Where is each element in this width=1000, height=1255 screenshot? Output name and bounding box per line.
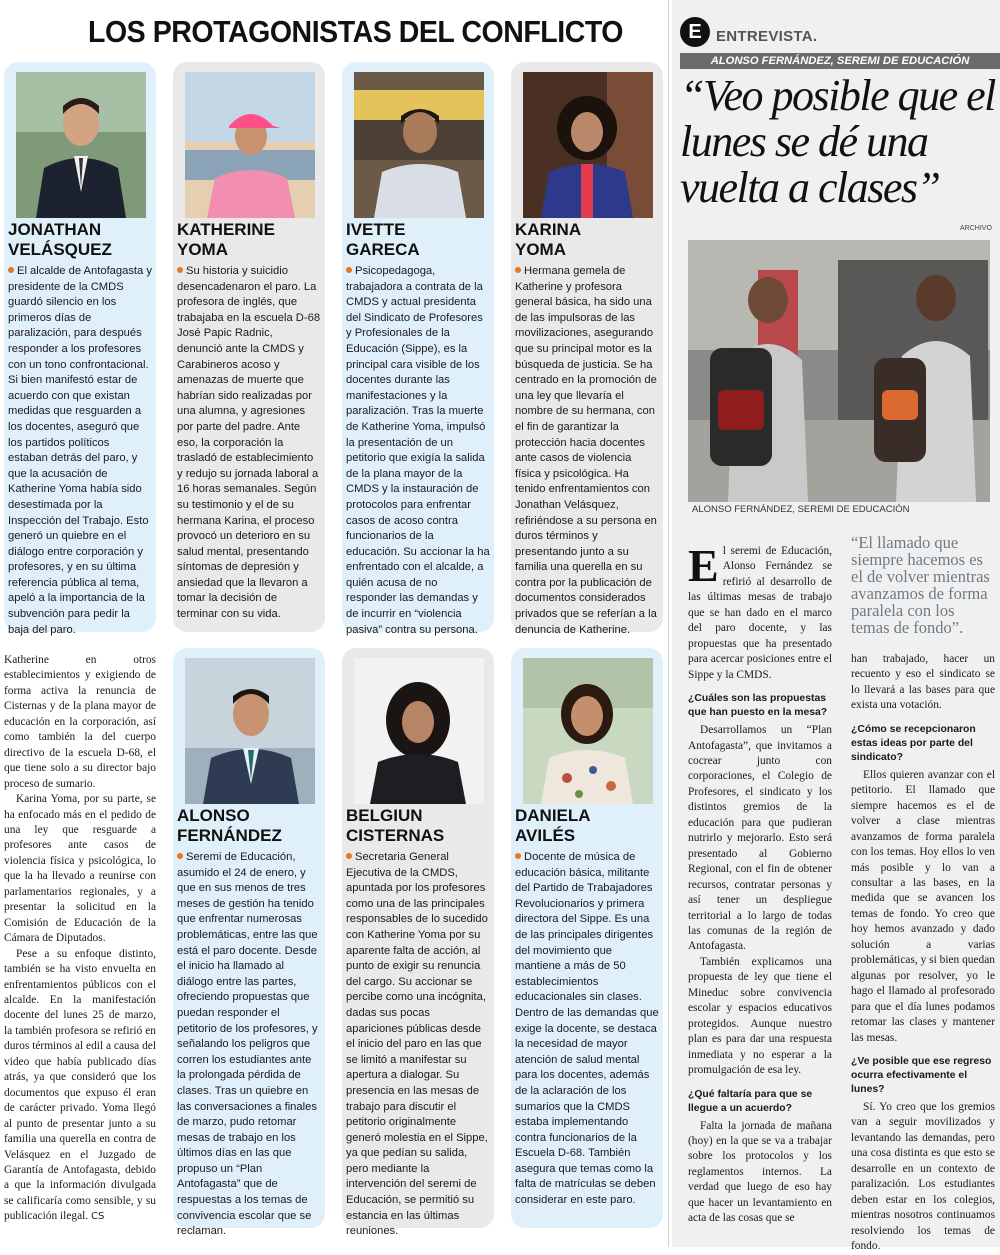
profile-card-karina-yoma [511,62,663,636]
profile-text: Secretaria General Ejecutiva de la CMDS, apuntada por los profesores como una de las principales responsables de lo sucedido con Katherine Yoma por su aparente falta de acción, al punto de exigir su renuncia del cargo. Su accionar se percibe como una incógnita, dadas sus pocas apariciones públicas desde el inicio del paro en las que se limitó a manifestar su apertura a dialogar. Su presencia en las mesas de trabajo para discutir el petitorio originalmente generó molestia en el Sippe, ya que pedían su salida, pero mediante la intervención del seremi de Educación, se permitió su estancia en las últimas reuniones. [346,851,488,1238]
profile-name: ALONSO FERNÁNDEZ [177,806,282,845]
profile-name: BELGIUN CISTERNAS [346,806,445,845]
interview-question: ¿Ve posible que ese regreso ocurra efectivamente el lunes? [851,1055,992,1095]
profile-text: Su historia y suicidio desencadenaron el paro. La profesora de inglés, que trabajaba en la escuela D-68 José Papic Radnic, denunció ante la CMDS y Carabineros acoso y amenazas de muerte que habrían sido realizadas por una alumna, y agresiones por parte del padre. Ante eso, la corporación la trasladó de establecimiento y redujo su jornada laboral a 16 horas semanales. Según su testimonio y el de su hermana Karina, el proceso provocó un deterioro en su salud mental, presentando síntomas de depresión y ansiedad que la llevaron a tomar la decisión de terminar con su vida. [177,265,321,621]
profile-card-cisternas [342,648,494,1238]
interview-question: ¿Cómo se recepcionaron estas ideas por parte del sindicato? [851,723,976,763]
portrait-photo [354,658,484,804]
profile-name: KATHERINE YOMA [177,220,275,259]
bullet-dot-icon [346,853,352,859]
photo-caption: ALONSO FERNÁNDEZ, SEREMI DE EDUCACIÓN [692,504,910,515]
section-badge: E [680,17,710,47]
bullet-dot-icon [177,267,183,273]
profile-name: JONATHAN VELÁSQUEZ [8,220,112,259]
bullet-dot-icon [8,267,14,273]
interview-answer: Ellos quieren avanzar con el petitorio. El llamado que siempre hacemos es el de volver a clase mientras avanzamos de forma paralela con los temas. Hoy ellos lo ven más posible y lo van a consultar a las bases, en la medida que se avancen los temas de fondo. Yo creo que hoy hemos avanzado y dado solución a varias problemáticas, y si bien quedan algunas por resolver, yo le hago el llamado al profesorado para que el día lunes podamos retomar las clases y mantener las mesas. [851,768,995,1044]
interview-intro: El seremi de Educación, Alonso Fernández se refirió al desarrollo de las últimas mesas de trabajo que se han dado en el marco del paro docente, y las propuestas que ha presentado para acercar posiciones entre el Sippe y la CMDS. [688,540,832,681]
photo-credit: ARCHIVO [960,225,992,232]
profile-card-katherine-yoma [173,62,325,632]
profile-text: Seremi de Educación, asumido el 24 de enero, y que en sus menos de tres meses de gestión ha tenido que enfrentar numerosas problemáticas, entre las que está el paro docente. Desde el inicio ha llamado al diálogo entre las partes, ofreciendo propuestas que puedan responder el petitorio de los profesores, y señalando los peligros que corren los estudiantes ante la prolongada pérdida de clases. Tras un quiebre en las conversaciones a finales de marzo, pudo retomar mesas de trabajo en los últimos días en las que propuso un “Plan Antofagasta” que de respuestas a los temas de convivencia escolar que se reclaman. [177,851,318,1238]
profile-name: IVETTE GARECA [346,220,420,259]
bullet-dot-icon [346,267,352,273]
interview-photo [688,240,990,502]
interview-answer: Desarrollamos un “Plan Antofagasta”, que invitamos a cocrear junto con corporaciones, el Colegio de Profesores, el sindicato y los distintos gremios de la educación para que pudieran nutrirlo y mejorarlo. Esto será presentado al Gobierno Regional, con el fin de obtener recursos, contratar personas y así tener un despliegue territorial a lo largo de todas las comunas de la región de Antofagasta. [688,724,832,953]
interview-answer: Sí. Yo creo que los gremios van a seguir movilizados y levantando las demandas, pero una cosa distinta es que esto se desarrolle en un contexto de paralización. Los estudiantes deben estar en los colegios, mientras nosotros continuamos resolviendo los temas de fondo. [851,1100,995,1253]
profile-text: Psicopedagoga, trabajadora a contrata de la CMDS y actual presidenta del Sindicato de Profesores y Profesionales de la Educación (Sippe), es la principal cara visible de los docentes durante las manifestaciones y la paralización. Tras la muerte de Katherine Yoma, impulsó la presentación de un petitorio que exigía la salida de la plana mayor de la CMDS y la instauración de protocolos para enfrentar casos de acoso contra funcionarios de la educación. Su accionar la ha enfrentado con el alcalde, a quién acusa de no responder las demandas y de incurrir en “violencia pasiva” contra su persona. [346,265,490,636]
portrait-photo [185,72,315,218]
profile-card-gareca [342,62,494,636]
pull-quote: “El llamado que siempre hacemos es el de volver mientras avanzamos de forma paralela con los temas de fondo”. [851,533,990,637]
profile-name: KARINA YOMA [515,220,582,259]
interview-question: ¿Cuáles son las propuestas que han puesto en la mesa? [688,693,828,719]
end-mark: CS [91,1211,105,1223]
article-paragraph: Karina Yoma, por su parte, se ha enfocado más en el pedido de una ley que resguarde a profesores ante casos de violencia física y psicológica, lo que la ha llevado a reunirse con parlamentarios regionales, y a presentar la solicitud en la Comisión de Educación de la Cámara de Diputados. [4,793,156,945]
profile-card-velasquez [4,62,156,636]
article-paragraph: Katherine en otros establecimientos y exigiendo de forma activa la renuncia de Cisternas y de la plana mayor de educación en la corporación, así como también la del cuerpo directivo de la escuela D-68, el que tiene solo a su director bajo proceso de sumario. [4,654,156,790]
drop-cap: E [688,540,719,591]
interview-section [672,0,1000,1253]
portrait-photo [354,72,484,218]
portrait-photo [523,72,653,218]
interview-headline: “Veo posible que el lunes se dé una vuelta a clases” [680,71,995,212]
interview-answer: Falta la jornada de mañana (hoy) en la que se va a trabajar sobre los protocolos y los reglamentos internos. La verdad que luego de eso hay que hacer un levantamiento en acta de las cosas que se [688,1119,832,1225]
portrait-photo [16,72,146,218]
profile-card-fernandez [173,648,325,1238]
profile-text: Docente de música de educación básica, militante del Partido de Trabajadores Revolucionarios y primera directora del Sippe. Es una de las principales dirigentes del movimiento que mantiene a más de 50 establecimientos educacionales sin clases. Dentro de las demandas que exige la docente, se destaca la necesidad de mayor atención de salud mental para los docentes, además de la aclaración de los sumarios que la CMDS estaba implementando contra funcionarios de la Escuela D-68. También asegura que temas como la falta de matrículas se deben considerar en este paro. [515,851,659,1207]
article-paragraph: Pese a su enfoque distinto, también se ha visto envuelta en enfrentamientos públicos con el alcalde. En la manifestación docente del lunes 25 de marzo, la también profesora se refirió en duros términos al edil a causa del video que había publicado días atrás, ya que consideró que los documentos que expuso él eran de carácter privado. Yoma llegó al punto de presentar junto a su familia una querella en contra de Velásquez en el Juzgado de Garantía de Antofagasta, debido a que la información divulgada se calificaría como sensible, y su publicación ilegal. CS [4,947,156,1223]
bullet-dot-icon [515,853,521,859]
interview-question: ¿Qué faltaría para que se llegue a un acuerdo? [688,1088,813,1114]
interview-answer: También explicamos una propuesta de ley que tiene el Mineduc sobre convivencia escolar y espacios educativos protegidos. Aunque nuestro plan es para dar una respuesta inmediata y no esperar a la promulgación de esa ley. [688,955,832,1077]
profile-card-aviles [511,648,663,1228]
interview-answer: han trabajado, hacer un recuento y eso el sindicato se lo llevará a las bases para que exista una votación. [851,653,995,712]
profile-text: El alcalde de Antofagasta y presidente de la CMDS guardó silencio en los primeros días de paralización, para después responder a los profesores con un tono confrontacional. Si bien manifestó estar de acuerdo con que existan medidas que resguarden a los docentes, aseguró que los partidos políticos estaban detrás del paro, y que la acusación de Katherine Yoma había sido desestimada por la Inspección del Trabajo. Esto generó un quiebre en el diálogo entre corporación y profesores, y en su última referencia pública al tema, apeló a la importancia de la subvención para pedir la baja del paro. [8,265,152,636]
article-continuation-column [4,653,156,1225]
section-label: ENTREVISTA. [716,28,818,45]
interview-subject-bar: ALONSO FERNÁNDEZ, SEREMI DE EDUCACIÓN [680,53,1000,69]
profile-name: DANIELA AVILÉS [515,806,591,845]
portrait-photo [523,658,653,804]
page-title: LOS PROTAGONISTAS DEL CONFLICTO [88,14,624,49]
bullet-dot-icon [177,853,183,859]
portrait-photo [185,658,315,804]
interview-column-1 [688,540,832,1227]
column-divider [668,0,669,1247]
bullet-dot-icon [515,267,521,273]
profile-text: Hermana gemela de Katherine y profesora general básica, ha sido una de las impulsoras de las movilizaciones, asegurando que su principal motor es la búsqueda de justicia. Se ha centrado en la promoción de una ley que llevaría el nombre de su hermana, con el fin de garantizar la protección hacia docentes ante casos de violencia física y psicológica. Ha tenido enfrentamientos con Jonathan Velásquez, refiriéndose a su persona en duros términos y presentando junto a su familia una querella en su contra por la publicación de documentos considerados privados que se referían a la denuncia de Katherine. [515,265,657,636]
interview-column-2 [851,652,995,1255]
